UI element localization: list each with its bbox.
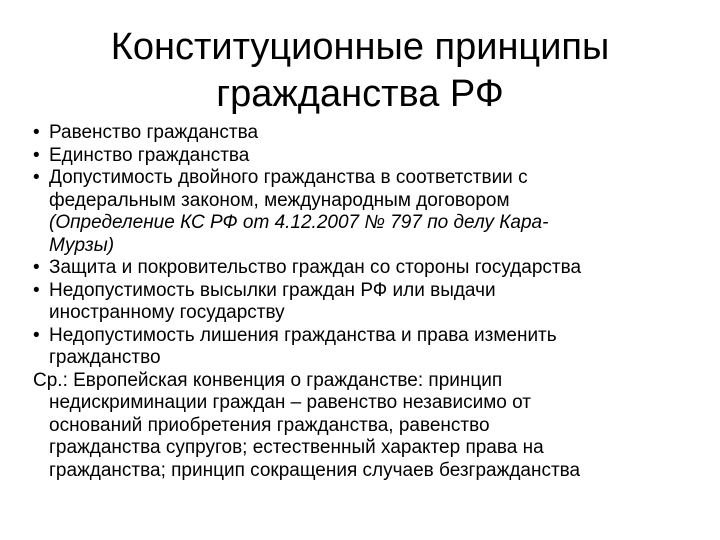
title-line: Конституционные принципы [110, 26, 610, 68]
list-item-text [49, 257, 703, 280]
text-line: Защита и покровительство граждан со стороны государства [49, 257, 582, 278]
text-line: Равенство гражданства [49, 122, 259, 143]
text-line: Допустимость двойного гражданства в соответствии с [49, 167, 528, 188]
note-line: оснований приобретения гражданства, равенство [49, 414, 490, 436]
principles-list [33, 122, 703, 370]
list-item [33, 325, 703, 370]
slide-title [60, 24, 660, 118]
text-line: Недопустимость высылки граждан РФ или выдачи [49, 279, 496, 301]
list-item [33, 280, 703, 325]
bullet-icon: • [33, 144, 40, 166]
note-line: гражданства супругов; естественный характер права на [49, 437, 544, 458]
court-decision-reference: Мурзы) [49, 234, 115, 256]
note-line: недискриминации граждан – равенство независимо от [49, 392, 532, 413]
text-line: Недопустимость лишения гражданства и права изменить [49, 324, 557, 346]
bullet-icon: • [33, 324, 40, 346]
convention-note [33, 370, 703, 483]
list-item-text [49, 122, 703, 145]
bullet-icon: • [33, 167, 40, 188]
title-line: гражданства РФ [216, 73, 504, 115]
list-item [33, 257, 703, 280]
text-line: иностранному государству [49, 302, 285, 323]
list-item-text [49, 280, 703, 325]
list-item [33, 145, 703, 168]
text-line: гражданство [49, 347, 161, 368]
text-line: Единство гражданства [49, 144, 250, 166]
list-item [33, 167, 703, 257]
list-item-text [49, 145, 703, 168]
slide-content [33, 122, 703, 482]
note-line: гражданства; принцип сокращения случаев безгражданства [49, 459, 581, 481]
court-decision-reference: (Определение КС РФ от 4.12.2007 № 797 по делу Кара- [49, 212, 549, 233]
list-item-text [49, 325, 703, 370]
bullet-icon: • [33, 257, 40, 278]
list-item-text [49, 167, 703, 257]
bullet-icon: • [33, 279, 40, 301]
note-line: Ср.: Европейская конвенция о гражданстве: принцип [33, 369, 503, 391]
list-item [33, 122, 703, 145]
bullet-icon: • [33, 122, 40, 143]
text-line: федеральным законом, международным договором [49, 189, 510, 211]
